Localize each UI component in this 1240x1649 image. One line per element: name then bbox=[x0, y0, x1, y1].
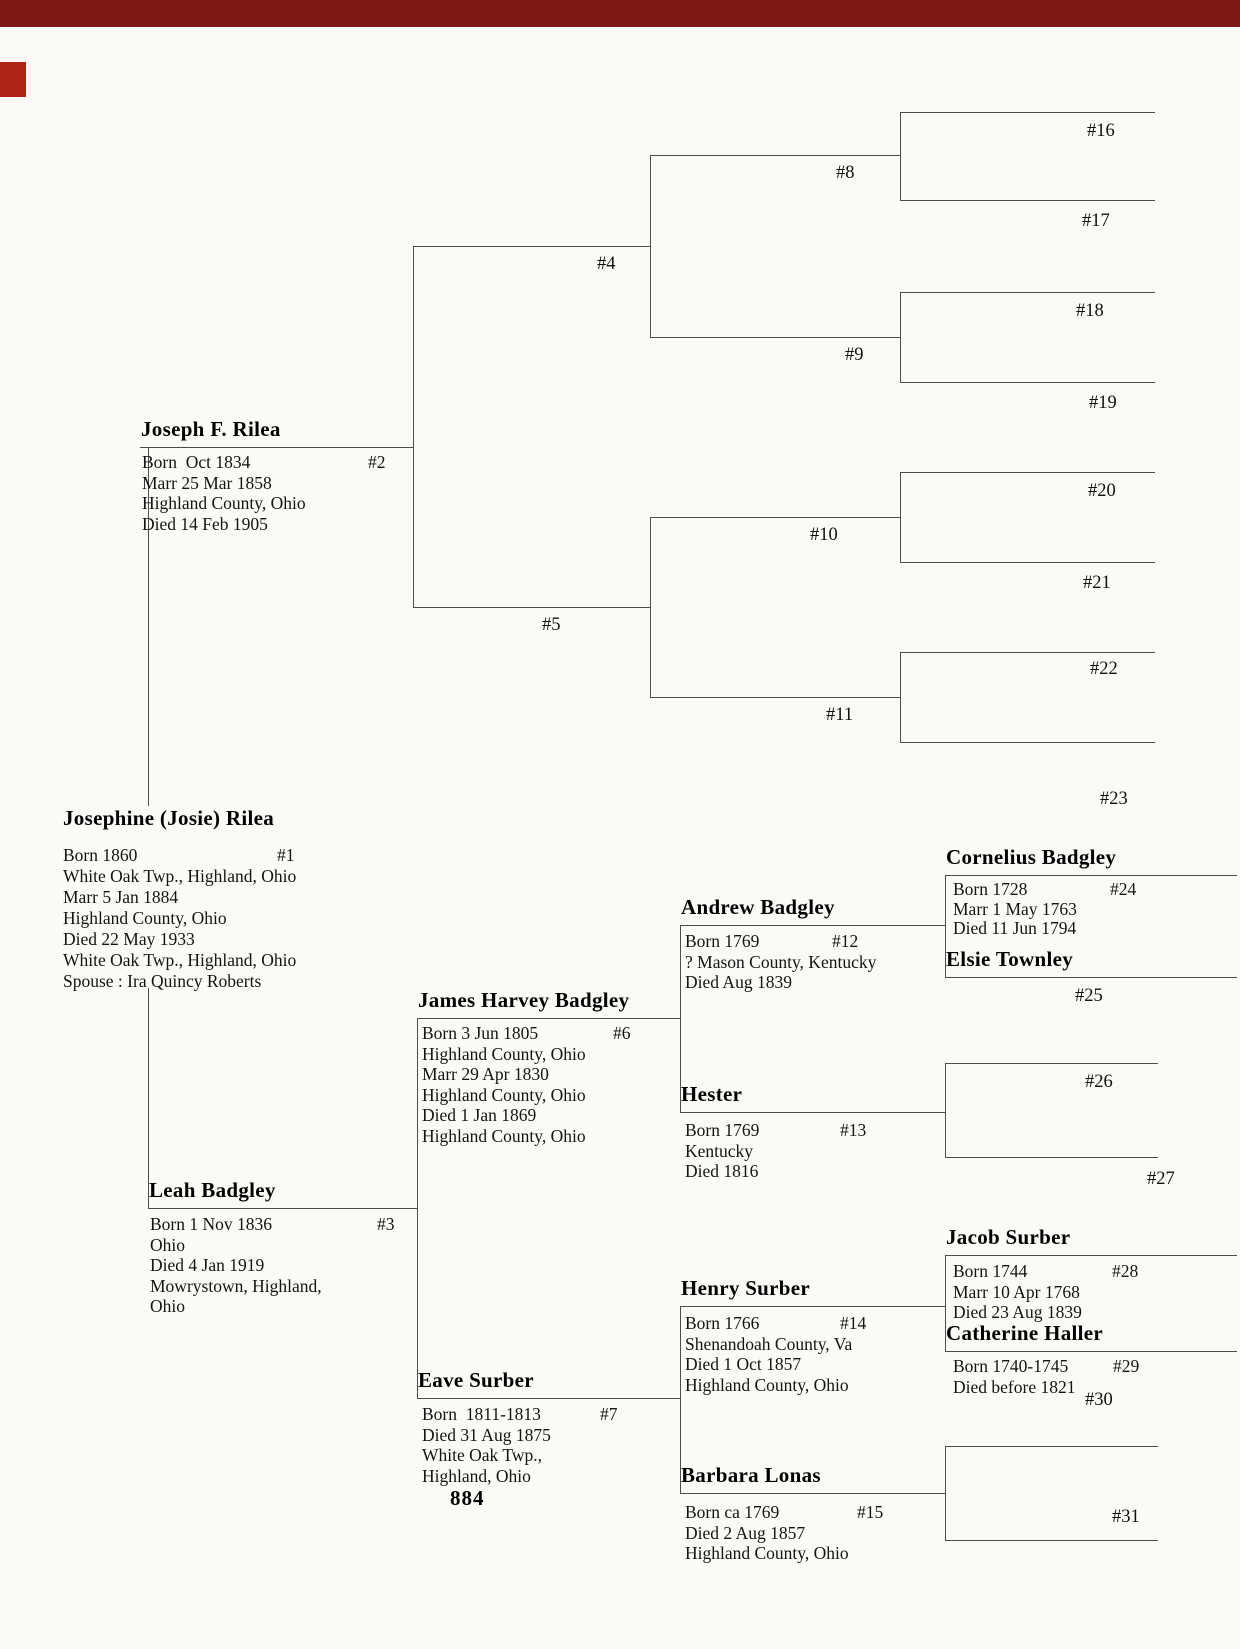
person-detail-line: Died 11 Jun 1794 bbox=[953, 918, 1077, 938]
person-details bbox=[685, 1313, 867, 1395]
person-line bbox=[413, 246, 650, 247]
person-details bbox=[953, 879, 1137, 939]
person-detail-line: Died 31 Aug 1875 bbox=[422, 1424, 551, 1445]
person-line bbox=[900, 652, 1155, 653]
ancestor-number: #7 bbox=[600, 1404, 618, 1424]
person-line bbox=[900, 292, 1155, 293]
person-detail-line: Marr 29 Apr 1830 bbox=[422, 1064, 549, 1084]
person-detail-line: Died 23 Aug 1839 bbox=[953, 1302, 1082, 1322]
person-line bbox=[900, 200, 1155, 201]
person-details bbox=[685, 1502, 884, 1564]
ancestor-number: #19 bbox=[1089, 393, 1117, 413]
person-name: Joseph F. Rilea bbox=[141, 417, 281, 441]
scan-top-bar bbox=[0, 0, 1240, 27]
person-details bbox=[422, 1404, 618, 1486]
person-detail-line: Born Oct 1834 #2 bbox=[142, 452, 386, 472]
person-detail-line: Highland County, Ohio bbox=[142, 493, 306, 513]
person-line bbox=[417, 1398, 680, 1399]
ancestor-number: #12 bbox=[832, 931, 859, 951]
person-line bbox=[945, 1063, 1158, 1064]
person-line bbox=[140, 447, 413, 448]
ancestor-number: #6 bbox=[613, 1023, 631, 1043]
person-line bbox=[650, 517, 900, 518]
person-line bbox=[945, 1157, 1158, 1158]
ancestor-number: #15 bbox=[857, 1502, 884, 1522]
person-name: Josephine (Josie) Rilea bbox=[63, 806, 275, 830]
ancestor-number: #31 bbox=[1112, 1507, 1140, 1527]
person-detail-line: ? Mason County, Kentucky bbox=[685, 951, 877, 972]
person-name: Leah Badgley bbox=[149, 1178, 276, 1202]
person-name: Henry Surber bbox=[681, 1276, 811, 1300]
ancestor-number: #30 bbox=[1085, 1390, 1113, 1410]
ancestor-number: #28 bbox=[1112, 1261, 1139, 1281]
ancestor-number: #11 bbox=[826, 705, 854, 725]
person-detail-line: Marr 5 Jan 1884 bbox=[63, 887, 179, 907]
person-detail-line: Ohio bbox=[150, 1296, 185, 1316]
person-detail-line: Died Aug 1839 bbox=[685, 972, 792, 992]
generation-connector-line bbox=[900, 472, 901, 562]
person-line bbox=[680, 1112, 945, 1113]
person-detail-line: Died 1 Oct 1857 bbox=[685, 1354, 802, 1374]
person-line bbox=[650, 337, 900, 338]
ancestor-number: #23 bbox=[1100, 789, 1128, 809]
person-name: Catherine Haller bbox=[946, 1321, 1104, 1345]
person-line bbox=[148, 1208, 417, 1209]
generation-connector-line bbox=[650, 517, 651, 697]
person-detail-line: Highland County, Ohio bbox=[63, 908, 227, 928]
person-details bbox=[953, 1261, 1139, 1323]
person-detail-line: Highland County, Ohio bbox=[685, 1543, 849, 1563]
generation-connector-line bbox=[900, 652, 901, 742]
generation-connector-line bbox=[945, 1063, 946, 1157]
person-line bbox=[900, 742, 1155, 743]
page-number: 884 bbox=[450, 1486, 485, 1510]
ancestor-number: #22 bbox=[1090, 659, 1118, 679]
person-details bbox=[142, 452, 386, 534]
generation-connector-line bbox=[650, 155, 651, 337]
person-details bbox=[685, 1120, 867, 1182]
person-line bbox=[680, 1306, 945, 1307]
person-detail-line: Died 1816 bbox=[685, 1161, 759, 1181]
person-name: Elsie Townley bbox=[946, 947, 1074, 971]
person-detail-line: White Oak Twp., Highland, Ohio bbox=[63, 950, 297, 970]
ancestor-number: #16 bbox=[1087, 121, 1115, 141]
generation-connector-line bbox=[900, 112, 901, 200]
person-detail-line: White Oak Twp., Highland, Ohio bbox=[63, 866, 297, 886]
ancestor-number: #13 bbox=[840, 1120, 867, 1140]
person-detail-line: Highland County, Ohio bbox=[422, 1084, 586, 1105]
ancestor-number: #20 bbox=[1088, 481, 1116, 501]
person-details bbox=[953, 1356, 1140, 1397]
person-detail-line: Marr 10 Apr 1768 bbox=[953, 1281, 1080, 1302]
ancestor-number: #24 bbox=[1110, 879, 1137, 899]
person-details bbox=[150, 1214, 395, 1317]
person-detail-line: Born 3 Jun 1805 #6 bbox=[422, 1023, 631, 1043]
person-detail-line: Born 1 Nov 1836 #3 bbox=[150, 1214, 395, 1234]
person-name: James Harvey Badgley bbox=[418, 988, 630, 1012]
ancestor-number: #14 bbox=[840, 1313, 867, 1333]
person-detail-line: Died 1 Jan 1869 bbox=[422, 1105, 537, 1125]
person-line bbox=[417, 1018, 680, 1019]
ancestor-number: #3 bbox=[377, 1214, 395, 1234]
person-detail-line: Spouse : Ira Quincy Roberts bbox=[63, 971, 262, 991]
person-line bbox=[680, 1493, 945, 1494]
person-detail-line: Born 1744 #28 bbox=[953, 1261, 1139, 1281]
person-line bbox=[945, 1351, 1237, 1352]
person-line bbox=[900, 112, 1155, 113]
person-detail-line: Born 1769 #13 bbox=[685, 1120, 867, 1140]
person-line bbox=[945, 1446, 1158, 1447]
person-name: Andrew Badgley bbox=[681, 895, 835, 919]
ancestor-number: #25 bbox=[1075, 986, 1103, 1006]
person-detail-line: Died 2 Aug 1857 bbox=[685, 1522, 806, 1543]
person-details bbox=[63, 845, 296, 992]
person-line bbox=[650, 155, 900, 156]
ancestor-number: #10 bbox=[810, 525, 838, 545]
person-detail-line: Highland County, Ohio bbox=[685, 1374, 849, 1395]
person-detail-line: Marr 25 Mar 1858 bbox=[142, 472, 272, 493]
person-name: Hester bbox=[681, 1082, 743, 1106]
person-line bbox=[413, 607, 650, 608]
generation-connector-line bbox=[413, 246, 414, 607]
ancestor-number: #4 bbox=[597, 254, 616, 274]
person-detail-line: Born 1811-1813 #7 bbox=[422, 1404, 618, 1424]
person-detail-line: Born ca 1769 #15 bbox=[685, 1502, 884, 1522]
person-line bbox=[680, 925, 945, 926]
ancestor-number: #26 bbox=[1085, 1072, 1113, 1092]
person-line bbox=[650, 697, 900, 698]
person-detail-line: Highland, Ohio bbox=[422, 1465, 531, 1486]
person-line bbox=[945, 1255, 1237, 1256]
person-detail-line: Born 1769 #12 bbox=[685, 931, 859, 951]
ancestor-number: #2 bbox=[368, 452, 386, 472]
ancestor-number: #29 bbox=[1113, 1356, 1140, 1376]
ancestor-number: #17 bbox=[1082, 211, 1110, 231]
person-detail-line: Born 1766 #14 bbox=[685, 1313, 867, 1333]
person-detail-line: Died 14 Feb 1905 bbox=[142, 513, 268, 534]
generation-connector-line bbox=[945, 1446, 946, 1540]
person-name: Jacob Surber bbox=[946, 1225, 1071, 1249]
person-line bbox=[900, 562, 1155, 563]
person-line bbox=[900, 382, 1155, 383]
person-name: Eave Surber bbox=[418, 1368, 534, 1392]
person-detail-line: Born 1740-1745 #29 bbox=[953, 1356, 1140, 1376]
ancestor-number: #27 bbox=[1147, 1169, 1175, 1189]
person-name: Barbara Lonas bbox=[681, 1463, 821, 1487]
person-detail-line: Highland County, Ohio bbox=[422, 1125, 586, 1146]
person-detail-line: Died 4 Jan 1919 bbox=[150, 1255, 265, 1275]
person-detail-line: Died 22 May 1933 bbox=[63, 929, 195, 949]
ancestor-number: #1 bbox=[277, 845, 295, 865]
scan-edge-mark bbox=[0, 62, 26, 97]
generation-connector-line bbox=[417, 1018, 418, 1398]
person-detail-line: Ohio bbox=[150, 1234, 185, 1255]
ancestor-number: #5 bbox=[542, 615, 561, 635]
person-detail-line: Shenandoah County, Va bbox=[685, 1333, 853, 1354]
person-line bbox=[945, 875, 1237, 876]
ancestor-number: #9 bbox=[845, 345, 864, 365]
person-details bbox=[685, 931, 876, 993]
person-detail-line: Highland County, Ohio bbox=[422, 1043, 586, 1064]
person-detail-line: Born 1860 #1 bbox=[63, 845, 295, 865]
person-line bbox=[945, 1540, 1158, 1541]
person-line bbox=[900, 472, 1155, 473]
person-detail-line: Marr 1 May 1763 bbox=[953, 898, 1077, 919]
ancestor-number: #21 bbox=[1083, 573, 1111, 593]
ancestor-number: #8 bbox=[836, 163, 855, 183]
person-line bbox=[945, 977, 1237, 978]
generation-connector-line bbox=[148, 988, 149, 1208]
person-detail-line: White Oak Twp., bbox=[422, 1445, 542, 1465]
person-detail-line: Mowrystown, Highland, bbox=[150, 1275, 322, 1296]
person-name: Cornelius Badgley bbox=[946, 845, 1117, 869]
person-details bbox=[422, 1023, 631, 1146]
person-detail-line: Died before 1821 bbox=[953, 1376, 1076, 1397]
person-detail-line: Kentucky bbox=[685, 1140, 754, 1161]
ancestor-number: #18 bbox=[1076, 301, 1104, 321]
person-detail-line: Born 1728 #24 bbox=[953, 879, 1137, 899]
generation-connector-line bbox=[900, 292, 901, 382]
